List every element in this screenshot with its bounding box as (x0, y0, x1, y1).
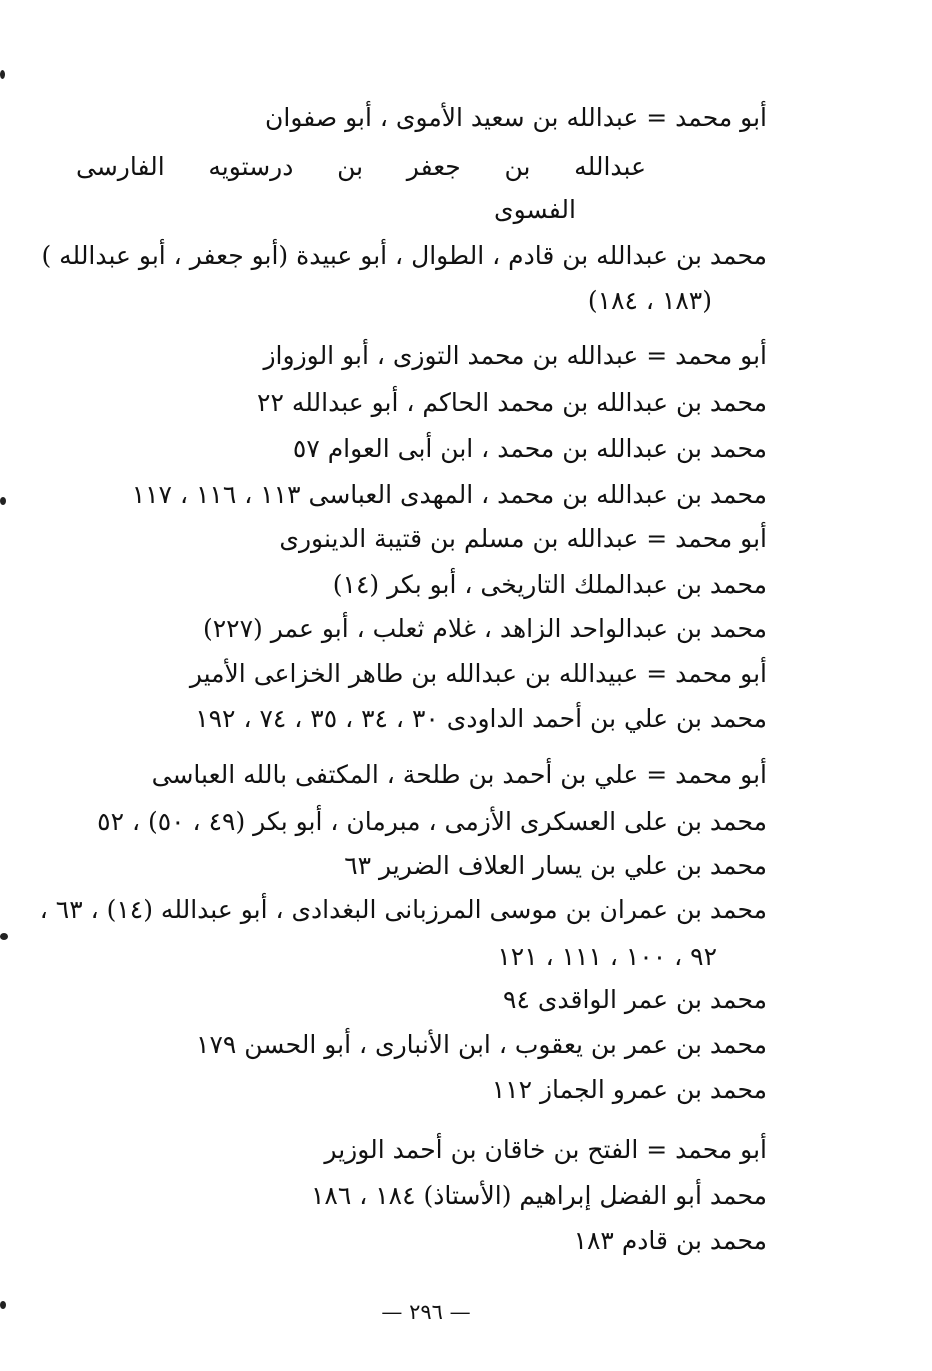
index-entry: محمد بن عبدالله بن محمد ، ابن أبى العوام ٥٧ (292, 434, 767, 463)
index-entry-continuation: الفسوى (494, 195, 576, 224)
index-entry: أبو محمد = علي بن أحمد بن طلحة ، المكتفى بالله العباسى (151, 760, 767, 789)
index-entry: محمد بن عمر الواقدى ٩٤ (503, 985, 767, 1014)
index-entry: محمد بن علي بن أحمد الداودى ٣٠ ، ٣٤ ، ٣٥ ، ٧٤ ، ١٩٢ (195, 704, 767, 733)
scan-speck (0, 70, 5, 79)
index-entry: محمد بن عبدالملك التاريخى ، أبو بكر (١٤) (332, 570, 767, 599)
index-entry: محمد بن على العسكرى الأزمى ، مبرمان ، أبو بكر (٤٩ ، ٥٠) ، ٥٢ (97, 807, 767, 836)
index-entry: محمد بن عبدالواحد الزاهد ، غلام ثعلب ، أبو عمر (٢٢٧) (202, 614, 767, 643)
index-entry: محمد بن علي بن يسار العلاف الضرير ٦٣ (344, 851, 767, 880)
index-entry: أبو محمد = عبيدالله بن عبدالله بن طاهر الخزاعى الأمير (189, 659, 767, 688)
index-entry: محمد بن عبدالله بن محمد الحاكم ، أبو عبدالله ٢٢ (257, 388, 767, 417)
index-entry: محمد بن عمرو الجماز ١١٢ (491, 1075, 767, 1104)
index-entry: محمد بن عبدالله بن محمد ، المهدى العباسى ١١٣ ، ١١٦ ، ١١٧ (131, 480, 767, 509)
scan-speck (0, 1301, 6, 1309)
index-entry: محمد بن عبدالله بن قادم ، الطوال ، أبو عبيدة (أبو جعفر ، أبو عبدالله ) (41, 241, 767, 270)
index-entry: محمد بن قادم ١٨٣ (573, 1226, 767, 1255)
index-entry: أبو محمد = الفتح بن خاقان بن أحمد الوزير (324, 1135, 767, 1164)
index-entry: محمد بن عمر بن يعقوب ، ابن الأنبارى ، أبو الحسن ١٧٩ (196, 1030, 767, 1059)
index-entry: أبو محمد = عبدالله بن سعيد الأموى ، أبو صفوان (265, 103, 767, 132)
index-entry: أبو محمد = عبدالله بن محمد التوزى ، أبو الوزواز (263, 341, 767, 370)
index-entry: عبدالله بن جعفر بن درستويه الفارسى (76, 152, 646, 181)
index-entry: محمد أبو الفضل إبراهيم (الأستاذ) ١٨٤ ، ١٨٦ (310, 1181, 767, 1210)
index-entry-continuation: ٩٢ ، ١٠٠ ، ١١١ ، ١٢١ (497, 942, 717, 971)
index-entry: أبو محمد = عبدالله بن مسلم بن قتيبة الدينورى (279, 524, 767, 553)
scan-speck (0, 933, 8, 940)
index-entry: محمد بن عمران بن موسى المرزبانى البغدادى ، أبو عبدالله (١٤) ، ٦٣ ، (39, 895, 767, 924)
index-entry-continuation: (١٨٣ ، ١٨٤) (587, 286, 712, 315)
page-number: — ٢٩٦ — (381, 1300, 471, 1324)
scan-speck (0, 497, 6, 505)
